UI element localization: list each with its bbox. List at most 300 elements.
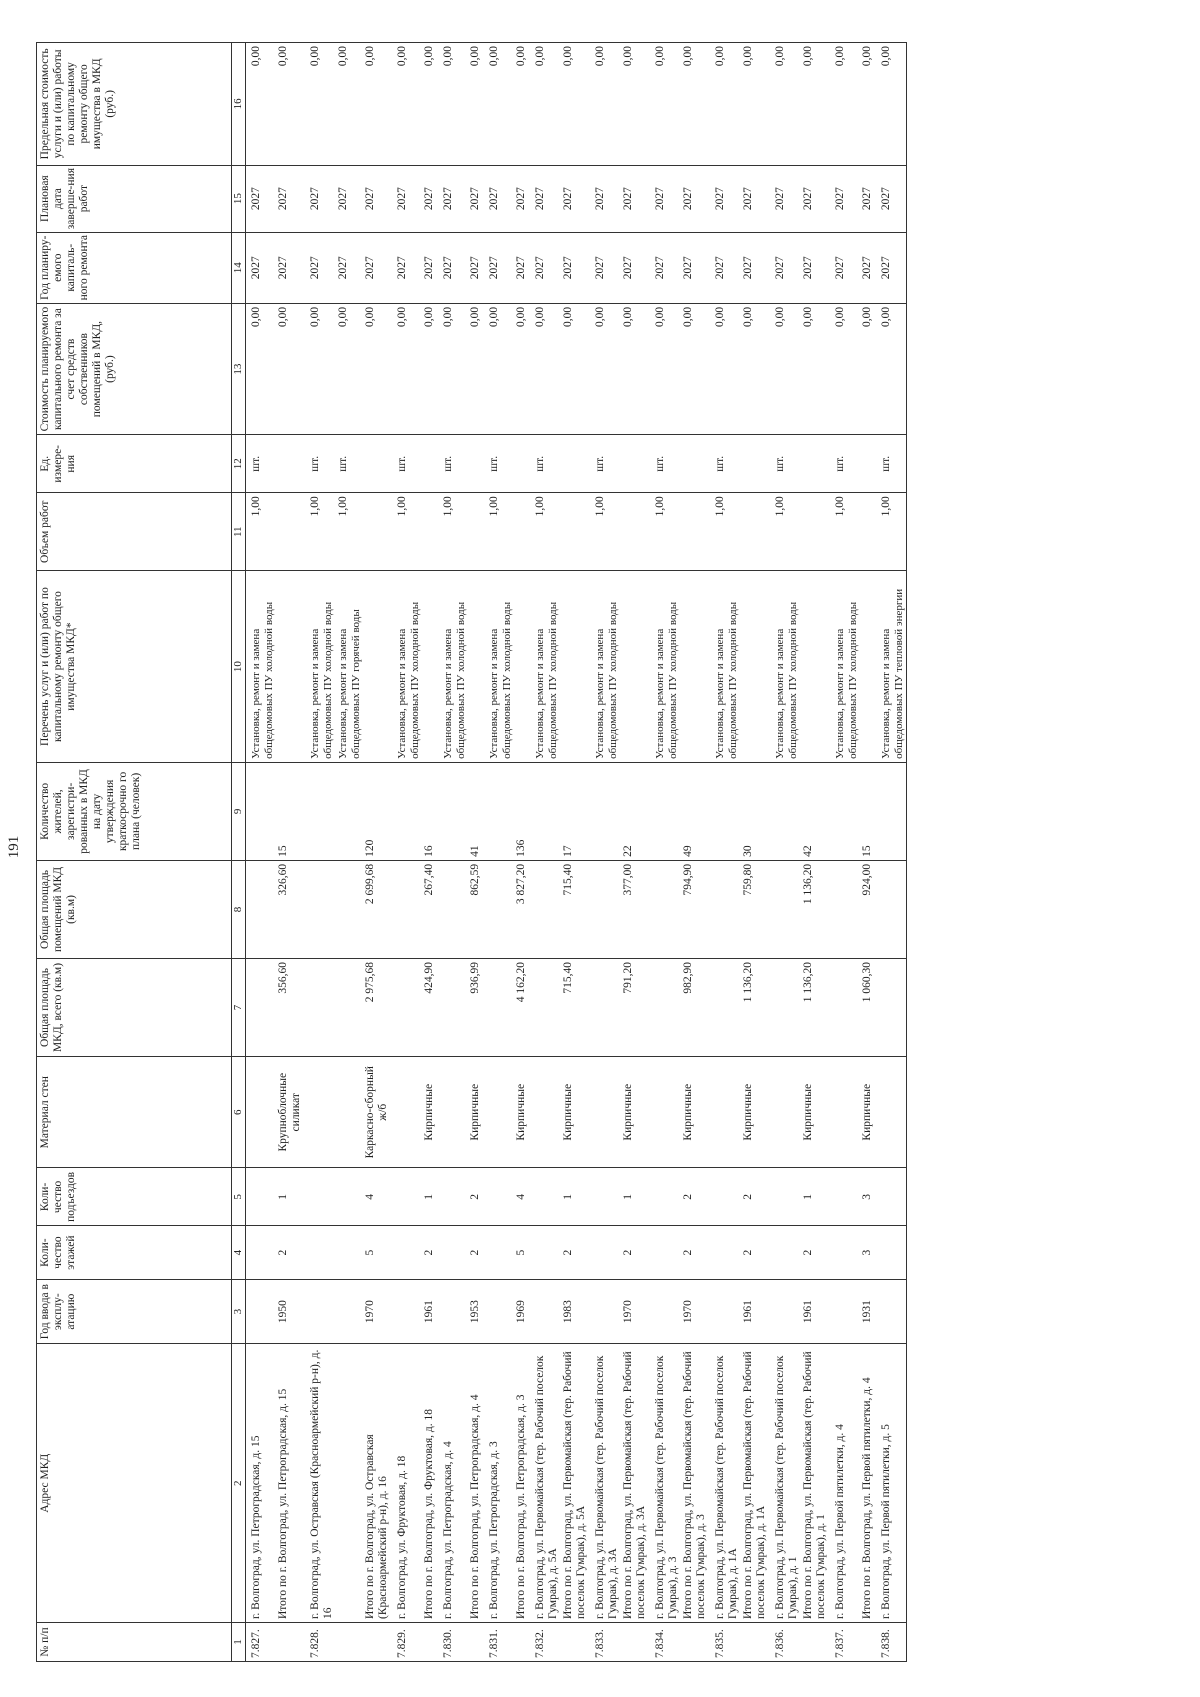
cell-col-5: 4 <box>514 1168 530 1226</box>
table-row <box>438 43 468 1662</box>
cell-col-10 <box>363 571 392 763</box>
cell-col-16: 0,00 <box>590 43 621 166</box>
column-header-6: Материал стен <box>37 1057 232 1168</box>
table-row <box>392 43 422 1662</box>
column-header-11: Объем работ <box>37 493 232 571</box>
cell-col-3: 1969 <box>514 1279 530 1344</box>
cell-col-15: 2027 <box>468 165 484 232</box>
cell-col-9 <box>590 762 621 860</box>
cell-col-11: 1,00 <box>830 493 860 571</box>
cell-col-10: Установка, ремонт и замена общедомовых ПУ холодной воды <box>710 571 741 763</box>
table-row <box>681 43 710 1662</box>
cell-col-9: 16 <box>422 762 438 860</box>
cell-col-1: 7.833. <box>590 1623 621 1662</box>
cell-col-12 <box>363 435 392 493</box>
table-row <box>561 43 590 1662</box>
cell-col-9: 41 <box>468 762 484 860</box>
cell-col-5: 1 <box>561 1168 590 1226</box>
column-number-1: 1 <box>232 1623 246 1662</box>
column-header-4: Коли-чество этажей <box>37 1226 232 1279</box>
table-row <box>246 43 277 1662</box>
table-row <box>514 43 530 1662</box>
cell-col-10 <box>561 571 590 763</box>
cell-col-13: 0,00 <box>741 303 770 434</box>
table-row <box>621 43 650 1662</box>
cell-col-6: Кирпичные <box>741 1057 770 1168</box>
cell-col-7 <box>590 958 621 1056</box>
cell-col-8 <box>484 860 514 958</box>
cell-col-15: 2027 <box>590 165 621 232</box>
cell-col-10 <box>621 571 650 763</box>
cell-col-13: 0,00 <box>363 303 392 434</box>
cell-col-11: 1,00 <box>246 493 277 571</box>
cell-col-2: г. Волгоград, ул. Петроградская, д. 3 <box>484 1344 514 1623</box>
cell-col-11: 1,00 <box>876 493 907 571</box>
cell-col-14: 2027 <box>681 232 710 303</box>
column-header-2: Адрес МКД <box>37 1344 232 1623</box>
cell-col-11 <box>422 493 438 571</box>
cell-col-10: Установка, ремонт и замена общедомовых ПУ холодной воды <box>530 571 561 763</box>
table-row <box>741 43 770 1662</box>
cell-col-4: 5 <box>363 1226 392 1279</box>
cell-col-8: 377,00 <box>621 860 650 958</box>
cell-col-15: 2027 <box>710 165 741 232</box>
cell-col-7: 936,99 <box>468 958 484 1056</box>
cell-col-6 <box>770 1057 801 1168</box>
cell-col-7: 424,90 <box>422 958 438 1056</box>
cell-col-7 <box>246 958 277 1056</box>
cell-col-9: 22 <box>621 762 650 860</box>
cell-col-6: Кирпичные <box>561 1057 590 1168</box>
cell-col-10 <box>681 571 710 763</box>
cell-col-7: 1 136,20 <box>741 958 770 1056</box>
column-header-16: Предельная стоимость услуги и (или) работы по капитальному ремонту общего имущества в МКД (руб.) <box>37 43 232 166</box>
cell-col-9: 136 <box>514 762 530 860</box>
cell-col-6 <box>650 1057 681 1168</box>
cell-col-1: 7.830. <box>438 1623 468 1662</box>
cell-col-13: 0,00 <box>530 303 561 434</box>
cell-col-7: 1 060,30 <box>860 958 876 1056</box>
cell-col-13: 0,00 <box>650 303 681 434</box>
cell-col-14: 2027 <box>860 232 876 303</box>
cell-col-2: г. Волгоград, ул. Остравская (Красноармейский р-н), д. 16 <box>305 1344 336 1623</box>
cell-col-10: Установка, ремонт и замена общедомовых ПУ холодной воды <box>770 571 801 763</box>
cell-col-5: 1 <box>422 1168 438 1226</box>
cell-col-16: 0,00 <box>422 43 438 166</box>
cell-col-15: 2027 <box>561 165 590 232</box>
cell-col-2: г. Волгоград, ул. Первомайская (тер. Рабочий поселок Гумрак), д. 3 <box>650 1344 681 1623</box>
cell-col-4 <box>246 1226 277 1279</box>
cell-col-7 <box>710 958 741 1056</box>
cell-col-12 <box>468 435 484 493</box>
cell-col-3 <box>530 1279 561 1344</box>
cell-col-13: 0,00 <box>438 303 468 434</box>
table-row <box>305 43 336 1662</box>
cell-col-7 <box>830 958 860 1056</box>
cell-col-10: Установка, ремонт и замена общедомовых ПУ холодной воды <box>590 571 621 763</box>
cell-col-4: 2 <box>422 1226 438 1279</box>
cell-col-11 <box>681 493 710 571</box>
cell-col-11: 1,00 <box>590 493 621 571</box>
cell-col-2: Итого по г. Волгоград, ул. Петроградская, д. 4 <box>468 1344 484 1623</box>
cell-col-14: 2027 <box>363 232 392 303</box>
cell-col-8 <box>336 860 363 958</box>
cell-col-7: 356,60 <box>276 958 305 1056</box>
cell-col-12: шт. <box>392 435 422 493</box>
cell-col-16: 0,00 <box>246 43 277 166</box>
cell-col-11 <box>860 493 876 571</box>
cell-col-13: 0,00 <box>860 303 876 434</box>
cell-col-9: 49 <box>681 762 710 860</box>
cell-col-8: 794,90 <box>681 860 710 958</box>
cell-col-6: Кирпичные <box>681 1057 710 1168</box>
cell-col-11: 1,00 <box>305 493 336 571</box>
cell-col-12 <box>681 435 710 493</box>
cell-col-7: 2 975,68 <box>363 958 392 1056</box>
column-number-14: 14 <box>232 232 246 303</box>
column-header-7: Общая площадь МКД, всего (кв.м) <box>37 958 232 1056</box>
cell-col-4: 2 <box>468 1226 484 1279</box>
column-number-13: 13 <box>232 303 246 434</box>
cell-col-8: 924,00 <box>860 860 876 958</box>
cell-col-14: 2027 <box>830 232 860 303</box>
cell-col-13: 0,00 <box>392 303 422 434</box>
cell-col-5 <box>830 1168 860 1226</box>
cell-col-14: 2027 <box>276 232 305 303</box>
cell-col-7: 791,20 <box>621 958 650 1056</box>
cell-col-6: Кирпичные <box>621 1057 650 1168</box>
cell-col-1 <box>681 1623 710 1662</box>
cell-col-15: 2027 <box>741 165 770 232</box>
cell-col-15: 2027 <box>770 165 801 232</box>
cell-col-4 <box>590 1226 621 1279</box>
cell-col-8 <box>246 860 277 958</box>
cell-col-16: 0,00 <box>438 43 468 166</box>
cell-col-5: 2 <box>681 1168 710 1226</box>
cell-col-11: 1,00 <box>530 493 561 571</box>
cell-col-16: 0,00 <box>530 43 561 166</box>
cell-col-14: 2027 <box>392 232 422 303</box>
cell-col-9 <box>710 762 741 860</box>
cell-col-1 <box>741 1623 770 1662</box>
cell-col-8 <box>305 860 336 958</box>
cell-col-2: Итого по г. Волгоград, ул. Первомайская (тер. Рабочий поселок Гумрак), д. 5А <box>561 1344 590 1623</box>
cell-col-15: 2027 <box>650 165 681 232</box>
cell-col-16: 0,00 <box>770 43 801 166</box>
column-header-3: Год ввода в эксплу-атацию <box>37 1279 232 1344</box>
cell-col-10: Установка, ремонт и замена общедомовых ПУ тепловой энергии <box>876 571 907 763</box>
cell-col-15: 2027 <box>876 165 907 232</box>
cell-col-8: 267,40 <box>422 860 438 958</box>
cell-col-8 <box>710 860 741 958</box>
cell-col-7: 4 162,20 <box>514 958 530 1056</box>
cell-col-9 <box>392 762 422 860</box>
cell-col-1 <box>336 1623 363 1662</box>
cell-col-12: шт. <box>830 435 860 493</box>
cell-col-14: 2027 <box>561 232 590 303</box>
cell-col-5 <box>484 1168 514 1226</box>
cell-col-3: 1953 <box>468 1279 484 1344</box>
cell-col-5: 3 <box>860 1168 876 1226</box>
cell-col-9 <box>770 762 801 860</box>
cell-col-2: Итого по г. Волгоград, ул. Первомайская (тер. Рабочий поселок Гумрак), д. 3 <box>681 1344 710 1623</box>
cell-col-13: 0,00 <box>336 303 363 434</box>
cell-col-5 <box>590 1168 621 1226</box>
cell-col-12: шт. <box>246 435 277 493</box>
cell-col-4 <box>770 1226 801 1279</box>
cell-col-8: 326,60 <box>276 860 305 958</box>
cell-col-11 <box>621 493 650 571</box>
cell-col-11: 1,00 <box>650 493 681 571</box>
cell-col-7 <box>530 958 561 1056</box>
cell-col-5 <box>305 1168 336 1226</box>
cell-col-9 <box>830 762 860 860</box>
cell-col-15: 2027 <box>363 165 392 232</box>
table-row <box>468 43 484 1662</box>
cell-col-16: 0,00 <box>650 43 681 166</box>
column-number-5: 5 <box>232 1168 246 1226</box>
cell-col-7 <box>438 958 468 1056</box>
cell-col-1 <box>276 1623 305 1662</box>
cell-col-15: 2027 <box>801 165 830 232</box>
cell-col-6 <box>305 1057 336 1168</box>
cell-col-10: Установка, ремонт и замена общедомовых ПУ холодной воды <box>392 571 422 763</box>
cell-col-10 <box>741 571 770 763</box>
cell-col-2: Итого по г. Волгоград, ул. Петроградская, д. 3 <box>514 1344 530 1623</box>
cell-col-11 <box>363 493 392 571</box>
cell-col-10 <box>801 571 830 763</box>
cell-col-12 <box>276 435 305 493</box>
column-header-8: Общая площадь помещений МКД (кв.м) <box>37 860 232 958</box>
cell-col-4 <box>710 1226 741 1279</box>
column-number-3: 3 <box>232 1279 246 1344</box>
cell-col-6: Крупноблочные силикат <box>276 1057 305 1168</box>
cell-col-16: 0,00 <box>363 43 392 166</box>
cell-col-8 <box>830 860 860 958</box>
cell-col-3 <box>484 1279 514 1344</box>
cell-col-16: 0,00 <box>621 43 650 166</box>
cell-col-4 <box>484 1226 514 1279</box>
cell-col-5 <box>876 1168 907 1226</box>
cell-col-7 <box>770 958 801 1056</box>
cell-col-9 <box>246 762 277 860</box>
cell-col-4 <box>305 1226 336 1279</box>
column-number-12: 12 <box>232 435 246 493</box>
table-row <box>801 43 830 1662</box>
cell-col-16: 0,00 <box>514 43 530 166</box>
cell-col-9 <box>876 762 907 860</box>
table-row <box>830 43 860 1662</box>
cell-col-5 <box>438 1168 468 1226</box>
cell-col-5: 1 <box>621 1168 650 1226</box>
cell-col-16: 0,00 <box>484 43 514 166</box>
cell-col-12 <box>860 435 876 493</box>
cell-col-15: 2027 <box>392 165 422 232</box>
cell-col-12: шт. <box>336 435 363 493</box>
cell-col-8: 2 699,68 <box>363 860 392 958</box>
cell-col-10: Установка, ремонт и замена общедомовых ПУ холодной воды <box>830 571 860 763</box>
cell-col-3 <box>770 1279 801 1344</box>
cell-col-6 <box>336 1057 363 1168</box>
cell-col-5: 4 <box>363 1168 392 1226</box>
cell-col-16: 0,00 <box>830 43 860 166</box>
cell-col-2: Итого по г. Волгоград, ул. Остравская (Красноармейский р-н), д. 16 <box>363 1344 392 1623</box>
cell-col-9 <box>484 762 514 860</box>
cell-col-1 <box>801 1623 830 1662</box>
cell-col-4 <box>530 1226 561 1279</box>
cell-col-14: 2027 <box>770 232 801 303</box>
cell-col-6: Каркасно-сборный ж/б <box>363 1057 392 1168</box>
cell-col-13: 0,00 <box>246 303 277 434</box>
cell-col-1: 7.836. <box>770 1623 801 1662</box>
cell-col-3 <box>246 1279 277 1344</box>
cell-col-2: г. Волгоград, ул. Фруктовая, д. 18 <box>392 1344 422 1623</box>
cell-col-15: 2027 <box>422 165 438 232</box>
column-header-15: Плановая дата заверше-ния работ <box>37 165 232 232</box>
cell-col-3: 1961 <box>801 1279 830 1344</box>
cell-col-11 <box>514 493 530 571</box>
cell-col-5: 1 <box>276 1168 305 1226</box>
cell-col-11: 1,00 <box>392 493 422 571</box>
cell-col-1 <box>621 1623 650 1662</box>
cell-col-8: 3 827,20 <box>514 860 530 958</box>
table-row <box>650 43 681 1662</box>
cell-col-9 <box>530 762 561 860</box>
cell-col-6 <box>392 1057 422 1168</box>
cell-col-1: 7.837. <box>830 1623 860 1662</box>
cell-col-8 <box>392 860 422 958</box>
cell-col-15: 2027 <box>514 165 530 232</box>
column-header-13: Стоимость планируемого капитального ремонта за счет средств собственников помещений в МКД, (руб.) <box>37 303 232 434</box>
cell-col-15: 2027 <box>484 165 514 232</box>
cell-col-6: Кирпичные <box>860 1057 876 1168</box>
cell-col-16: 0,00 <box>561 43 590 166</box>
cell-col-3: 1961 <box>741 1279 770 1344</box>
cell-col-8: 759,80 <box>741 860 770 958</box>
cell-col-1 <box>363 1623 392 1662</box>
cell-col-2: г. Волгоград, ул. Петроградская, д. 15 <box>246 1344 277 1623</box>
cell-col-4: 2 <box>681 1226 710 1279</box>
table-row <box>363 43 392 1662</box>
cell-col-12 <box>514 435 530 493</box>
cell-col-4: 2 <box>561 1226 590 1279</box>
cell-col-8 <box>876 860 907 958</box>
cell-col-9 <box>305 762 336 860</box>
cell-col-16: 0,00 <box>860 43 876 166</box>
cell-col-16: 0,00 <box>336 43 363 166</box>
cell-col-13: 0,00 <box>801 303 830 434</box>
column-number-11: 11 <box>232 493 246 571</box>
cell-col-14: 2027 <box>438 232 468 303</box>
cell-col-10: Установка, ремонт и замена общедомовых ПУ холодной воды <box>246 571 277 763</box>
cell-col-14: 2027 <box>422 232 438 303</box>
cell-col-6 <box>530 1057 561 1168</box>
column-header-1: № п/п <box>37 1623 232 1662</box>
cell-col-12 <box>741 435 770 493</box>
cell-col-7 <box>484 958 514 1056</box>
cell-col-4 <box>650 1226 681 1279</box>
table-row <box>590 43 621 1662</box>
cell-col-5 <box>710 1168 741 1226</box>
cell-col-12 <box>621 435 650 493</box>
cell-col-7 <box>650 958 681 1056</box>
cell-col-6 <box>246 1057 277 1168</box>
cell-col-5 <box>650 1168 681 1226</box>
table-row <box>530 43 561 1662</box>
column-header-10: Перечень услуг и (или) работ по капитальному ремонту общего имущества МКД* <box>37 571 232 763</box>
cell-col-2: г. Волгоград, ул. Первомайская (тер. Рабочий поселок Гумрак), д. 1А <box>710 1344 741 1623</box>
cell-col-9 <box>650 762 681 860</box>
cell-col-14: 2027 <box>468 232 484 303</box>
cell-col-14: 2027 <box>246 232 277 303</box>
cell-col-2: Итого по г. Волгоград, ул. Первой пятилетки, д. 4 <box>860 1344 876 1623</box>
cell-col-11: 1,00 <box>770 493 801 571</box>
cell-col-13: 0,00 <box>276 303 305 434</box>
cell-col-3 <box>876 1279 907 1344</box>
cell-col-11: 1,00 <box>438 493 468 571</box>
cell-col-7: 715,40 <box>561 958 590 1056</box>
cell-col-9: 15 <box>860 762 876 860</box>
cell-col-1: 7.828. <box>305 1623 336 1662</box>
cell-col-12: шт. <box>590 435 621 493</box>
cell-col-11: 1,00 <box>336 493 363 571</box>
cell-col-4: 3 <box>860 1226 876 1279</box>
cell-col-7: 1 136,20 <box>801 958 830 1056</box>
cell-col-1 <box>860 1623 876 1662</box>
cell-col-6 <box>830 1057 860 1168</box>
cell-col-10: Установка, ремонт и замена общедомовых ПУ холодной воды <box>305 571 336 763</box>
cell-col-14: 2027 <box>590 232 621 303</box>
cell-col-8: 862,59 <box>468 860 484 958</box>
column-number-7: 7 <box>232 958 246 1056</box>
cell-col-12: шт. <box>710 435 741 493</box>
cell-col-4: 2 <box>801 1226 830 1279</box>
cell-col-1: 7.834. <box>650 1623 681 1662</box>
cell-col-8: 1 136,20 <box>801 860 830 958</box>
column-number-10: 10 <box>232 571 246 763</box>
cell-col-2: Итого по г. Волгоград, ул. Первомайская (тер. Рабочий поселок Гумрак), д. 1А <box>741 1344 770 1623</box>
cell-col-6 <box>710 1057 741 1168</box>
cell-col-4 <box>876 1226 907 1279</box>
column-number-4: 4 <box>232 1226 246 1279</box>
cell-col-4 <box>336 1226 363 1279</box>
cell-col-5 <box>392 1168 422 1226</box>
cell-col-10 <box>468 571 484 763</box>
cell-col-9 <box>438 762 468 860</box>
cell-col-9: 120 <box>363 762 392 860</box>
cell-col-4 <box>438 1226 468 1279</box>
cell-col-11: 1,00 <box>484 493 514 571</box>
cell-col-5 <box>246 1168 277 1226</box>
cell-col-16: 0,00 <box>710 43 741 166</box>
cell-col-12: шт. <box>530 435 561 493</box>
cell-col-2: г. Волгоград, ул. Петроградская, д. 4 <box>438 1344 468 1623</box>
cell-col-13: 0,00 <box>830 303 860 434</box>
cell-col-1: 7.838. <box>876 1623 907 1662</box>
column-number-16: 16 <box>232 43 246 166</box>
table-row <box>484 43 514 1662</box>
cell-col-15: 2027 <box>621 165 650 232</box>
cell-col-14: 2027 <box>710 232 741 303</box>
cell-col-10: Установка, ремонт и замена общедомовых ПУ холодной воды <box>484 571 514 763</box>
page-number: 191 <box>6 835 22 859</box>
table-row <box>710 43 741 1662</box>
cell-col-2 <box>336 1344 363 1623</box>
cell-col-13: 0,00 <box>621 303 650 434</box>
cell-col-15: 2027 <box>830 165 860 232</box>
table-row <box>422 43 438 1662</box>
cell-col-13: 0,00 <box>876 303 907 434</box>
